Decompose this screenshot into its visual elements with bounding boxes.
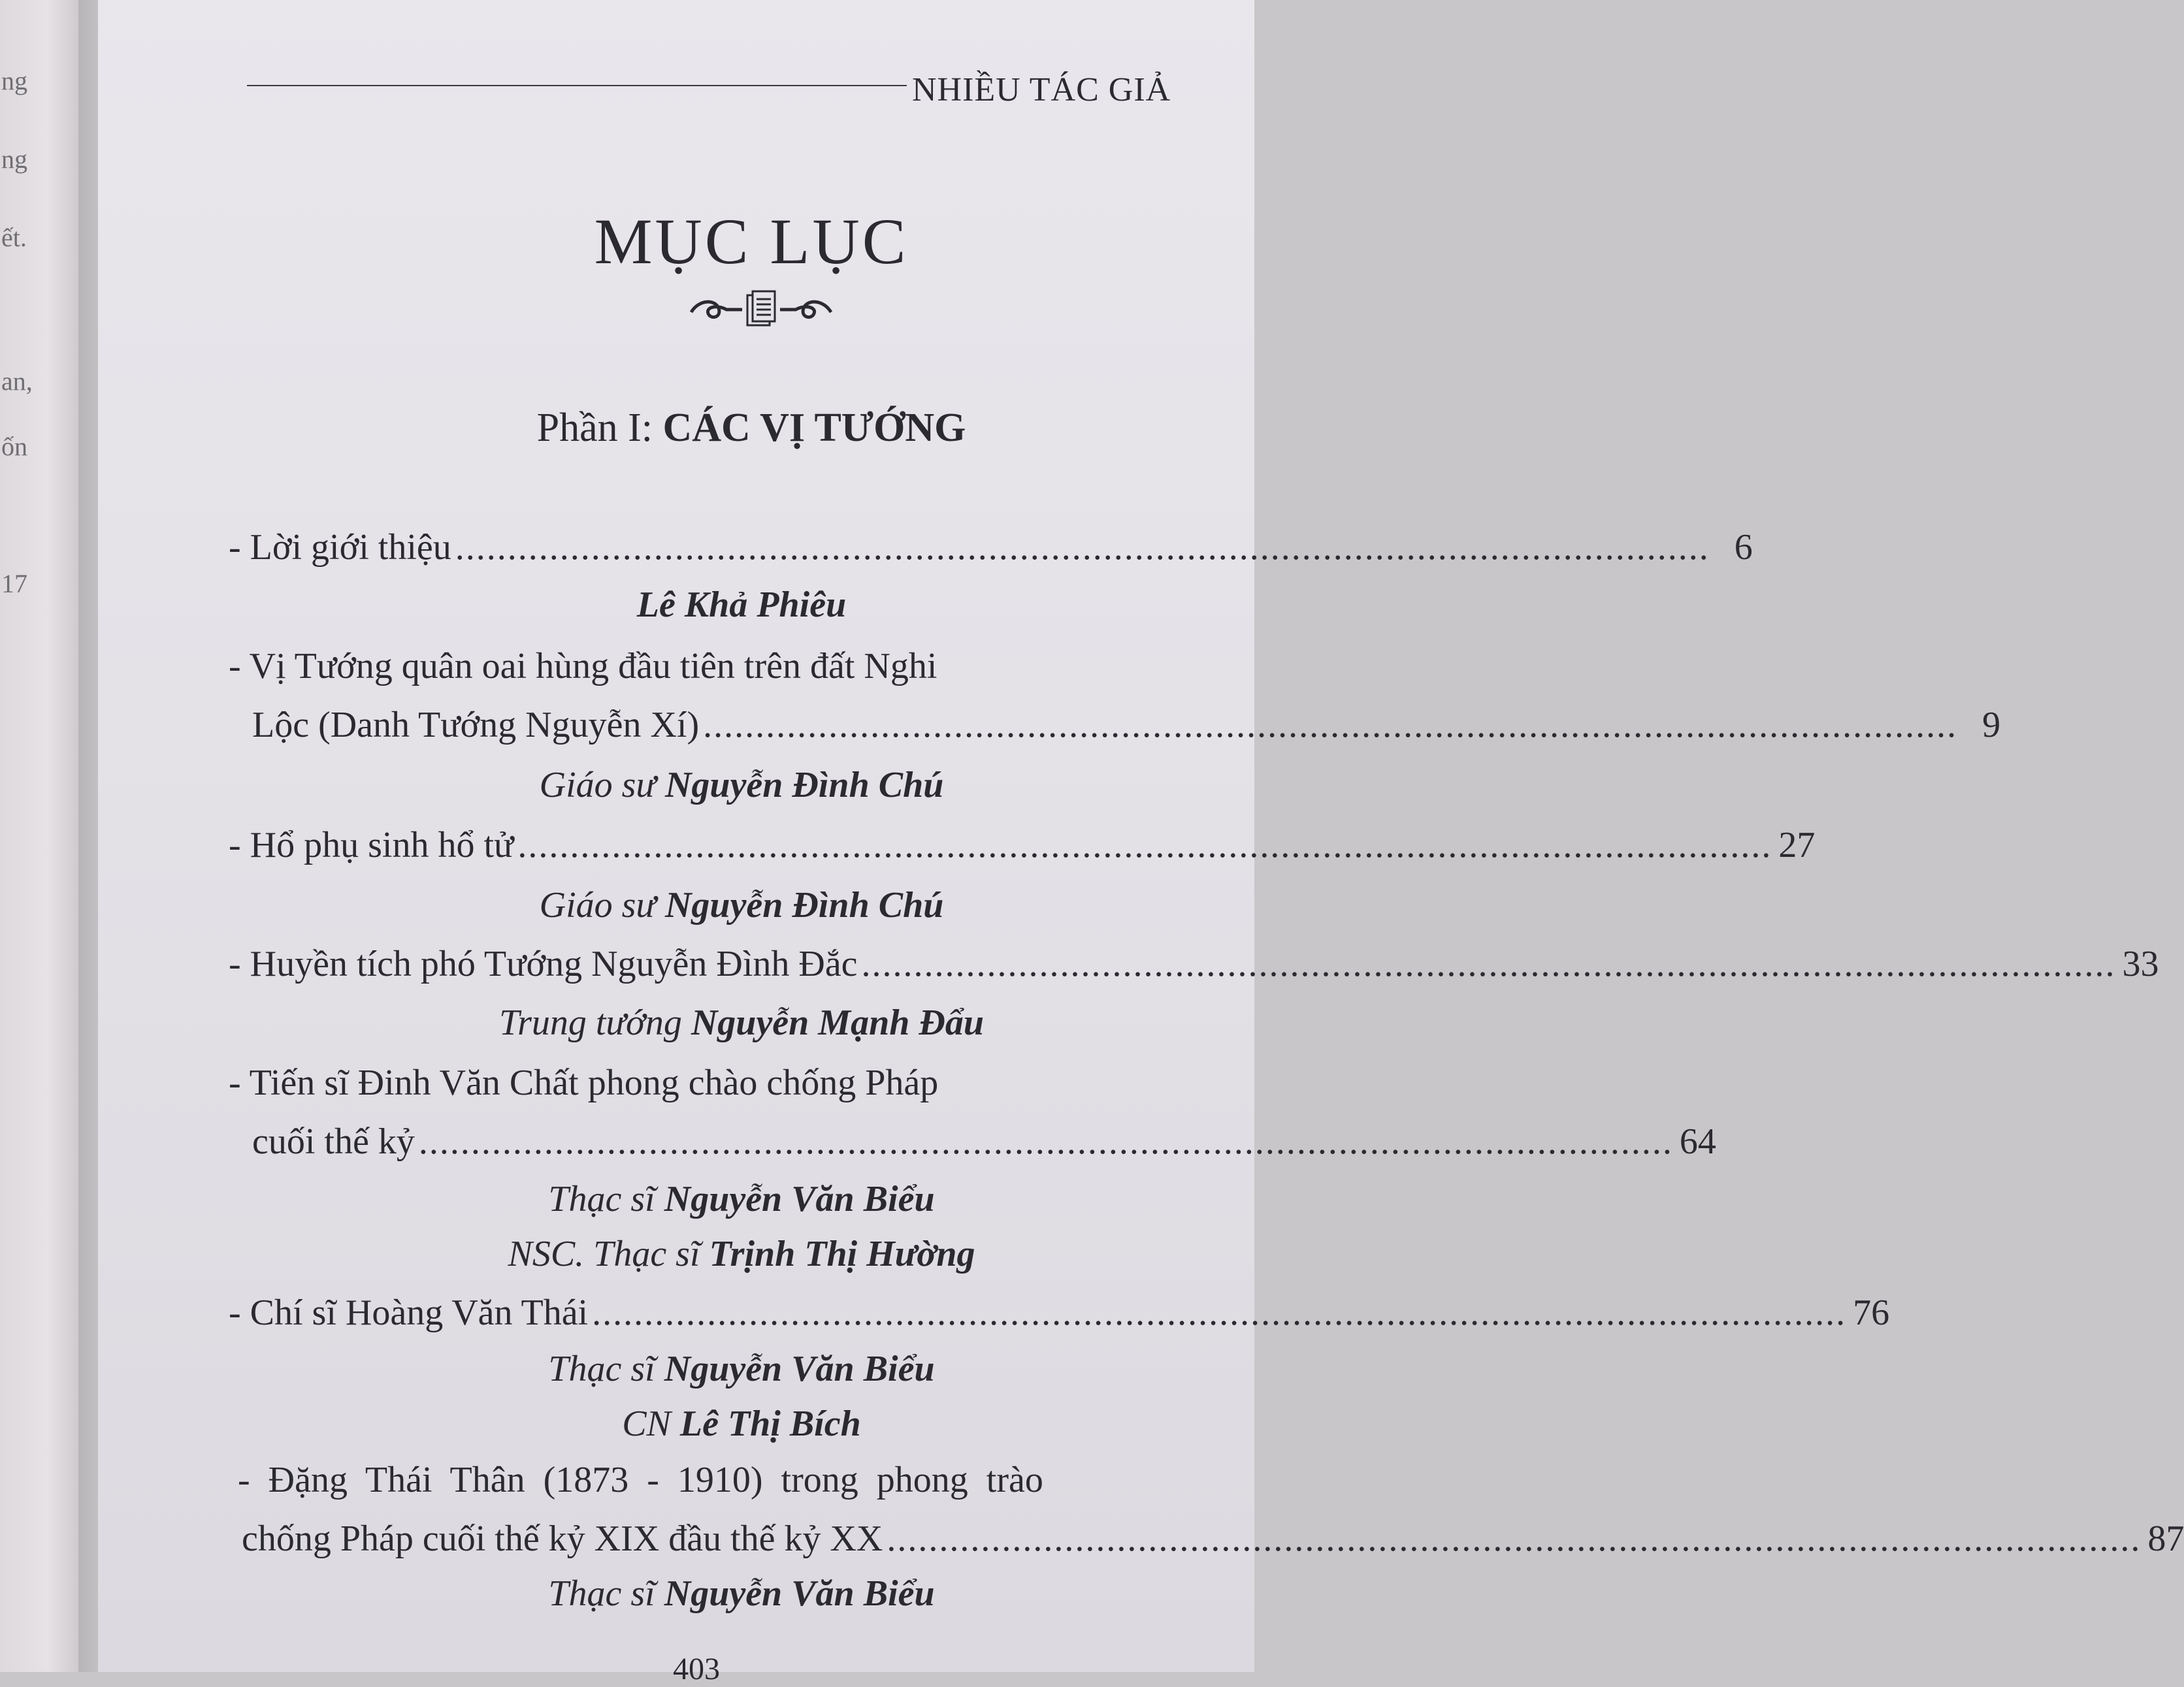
margin-fragment: ng [1,66,27,95]
toc-author: Trung tướng Nguyễn Mạnh Đẩu [499,1003,984,1043]
margin-fragment: ốn [1,432,27,461]
toc-page-number: 6 [1734,527,1753,568]
toc-entry-title: - Lời giới thiệu [229,527,451,568]
toc-entry-title: - Tiến sĩ Đinh Văn Chất phong chào chống Pháp [229,1063,939,1103]
toc-author: Giáo sư Nguyễn Đình Chú [539,765,944,805]
toc-entry[interactable] [229,1062,1189,1104]
toc-entry[interactable] [229,1292,1890,1334]
toc-entry-title: chống Pháp cuối thế kỷ XIX đầu thế kỷ XX [242,1518,883,1559]
toc-entry-title: Lộc (Danh Tướng Nguyễn Xí) [252,705,700,745]
toc-entry-title: - Đặng Thái Thân (1873 - 1910) trong phong trào [238,1460,1043,1500]
toc-page-number: 27 [1778,825,1816,865]
toc-entry[interactable] [229,526,1753,568]
header-rule [247,85,907,86]
toc-entry-title: - Huyền tích phó Tướng Nguyễn Đình Đắc [229,944,858,984]
section-name: CÁC VỊ TƯỚNG [662,406,966,450]
leader-dots: ........................................................................................................................ [703,705,1958,745]
toc-author: Giáo sư Nguyễn Đình Chú [539,885,944,925]
ornament-divider-icon [686,286,836,332]
toc-author: Lê Khả Phiêu [636,585,847,625]
leader-dots: ........................................................................................................................ [887,1518,2142,1559]
toc-entry[interactable] [229,943,2159,985]
toc-entry[interactable] [229,824,1816,866]
toc-entry-title: - Hổ phụ sinh hổ tử [229,825,514,865]
margin-fragment: ết. [1,223,27,252]
toc-page-number: 76 [1853,1293,1890,1333]
toc-entry[interactable] [238,1459,1152,1501]
toc-entry-continuation[interactable] [252,704,2001,746]
running-header-author: NHIỀU TÁC GIẢ [912,71,1171,108]
margin-fragment: an, [1,366,33,396]
toc-page-number: 33 [2122,944,2159,984]
toc-entry-continuation[interactable] [242,1518,2184,1560]
leader-dots: ........................................................................................................................ [517,825,1772,865]
toc-page-number: 87 [2147,1518,2184,1559]
section-prefix: Phần I: [536,406,663,450]
page-number: 403 [673,1652,720,1686]
section-heading [0,405,1503,451]
toc-page-number: 9 [1982,705,2001,745]
leader-dots: ........................................................................................................................ [861,944,2116,984]
toc-entry-title: - Chí sĩ Hoàng Văn Thái [229,1293,589,1333]
margin-fragment: ng [1,144,27,174]
leader-dots: ........................................................................................................................ [592,1293,1847,1333]
toc-entry-continuation[interactable] [252,1121,1716,1163]
toc-author: Thạc sĩ Nguyễn Văn Biểu [548,1573,935,1614]
toc-author: NSC. Thạc sĩ Trịnh Thị Hường [508,1234,975,1274]
toc-entry[interactable] [229,645,1189,687]
leader-dots: ........................................................................................................................ [455,527,1710,568]
toc-author: CN Lê Thị Bích [622,1404,861,1444]
toc-author: Thạc sĩ Nguyễn Văn Biểu [548,1349,935,1389]
margin-fragment: 17 [1,569,27,598]
toc-entry-title: - Vị Tướng quân oai hùng đầu tiên trên đất Nghi [229,646,937,686]
toc-author: Thạc sĩ Nguyễn Văn Biểu [548,1179,935,1219]
toc-entry-title: cuối thế kỷ [252,1121,415,1162]
leader-dots: ........................................................................................................................ [418,1121,1673,1162]
page-title: MỤC LỤC [594,205,909,278]
toc-page-number: 64 [1679,1121,1716,1162]
